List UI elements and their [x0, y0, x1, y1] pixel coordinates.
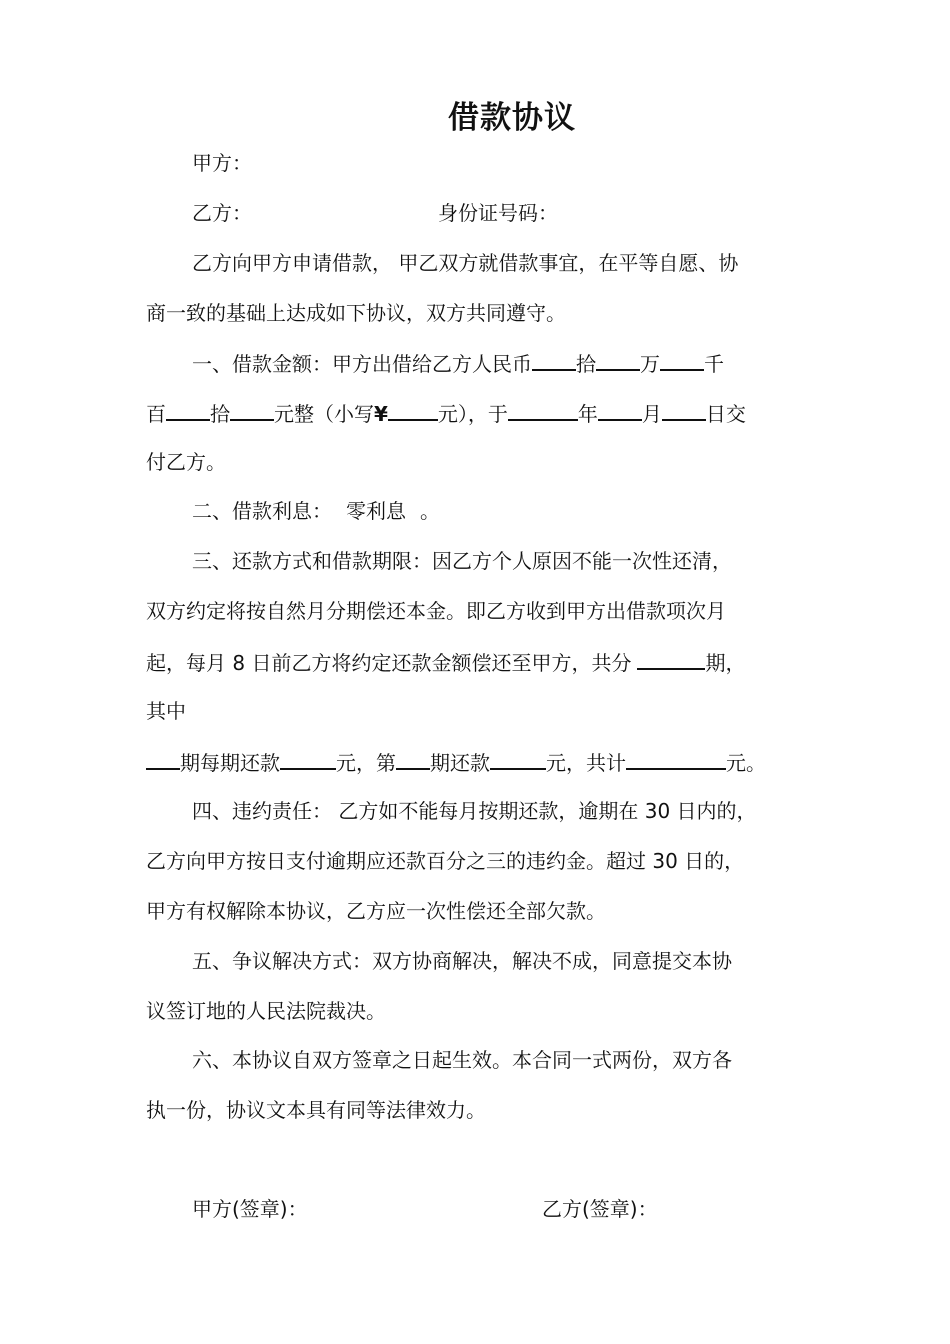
clause1-line-3: 付乙方。: [146, 450, 226, 474]
clause3-text-b: 元，第: [336, 751, 396, 775]
clause2-lead: 二、借款利息：: [192, 499, 332, 523]
unit-shi-wan: 拾: [576, 352, 596, 376]
blank-shi: [230, 399, 274, 421]
clause3-line-4: 其中: [146, 699, 186, 723]
clause1-line-1: [192, 349, 724, 377]
clause1-line-2: [146, 399, 746, 427]
blank-amount-b: [490, 748, 546, 770]
blank-bai: [166, 399, 210, 421]
blank-total: [626, 748, 726, 770]
clause3-text-d: 元，共计: [546, 751, 626, 775]
signature-party-b: 乙方(签章)：: [542, 1197, 658, 1221]
clause3-text-c: 期还款: [430, 751, 490, 775]
blank-wan: [596, 349, 640, 371]
blank-amount-a: [280, 748, 336, 770]
unit-month: 月: [641, 402, 662, 426]
clause3-line-2: 双方约定将按自然月分期偿还本金。即乙方收到甲方出借款项次月: [146, 599, 726, 623]
unit-yuan-zheng: 元整（小写: [274, 402, 374, 426]
yen-symbol: ¥: [374, 402, 388, 426]
clause2-end: 。: [420, 499, 440, 523]
clause3-text-a: 期每期还款: [180, 751, 280, 775]
blank-year: [508, 399, 578, 421]
unit-wan: 万: [640, 352, 660, 376]
clause5-line-2: 议签订地的人民法院裁决。: [146, 999, 386, 1023]
interest-value: 零利息: [346, 499, 406, 523]
clause2-line: [192, 498, 440, 524]
clause3-period-label: 期，: [705, 651, 746, 675]
document-title: 借款协议: [448, 100, 576, 136]
clause3-line-5: [146, 748, 766, 776]
clause6-line-1: 六、本协议自双方签章之日起生效。本合同一式两份，双方各: [192, 1048, 732, 1072]
clause3-line-3: [146, 648, 745, 676]
clause3-line-1: 三、还款方式和借款期限：因乙方个人原因不能一次性还清，: [192, 549, 732, 573]
clause1-lead: 一、借款金额：甲方出借给乙方人民币: [192, 352, 532, 376]
unit-yuan-close: 元），于: [437, 402, 508, 426]
clause6-line-2: 执一份，协议文本具有同等法律效力。: [146, 1098, 486, 1122]
blank-amount-small: [388, 399, 438, 421]
clause4-line-3: 甲方有权解除本协议，乙方应一次性偿还全部欠款。: [146, 899, 606, 923]
unit-qian: 千: [704, 352, 724, 376]
signature-party-a: 甲方(签章)：: [192, 1197, 308, 1221]
unit-bai: 百: [146, 402, 166, 426]
clause3-text-e: 元。: [726, 751, 766, 775]
blank-period-b: [396, 748, 430, 770]
blank-installments: [637, 648, 705, 670]
blank-month: [598, 399, 642, 421]
unit-year: 年: [577, 402, 598, 426]
unit-shi: 拾: [210, 402, 230, 426]
intro-line-2: 商一致的基础上达成如下协议，双方共同遵守。: [146, 301, 566, 325]
id-number-label: 身份证号码：: [438, 201, 558, 225]
blank-qian: [660, 349, 704, 371]
blank-day: [662, 399, 706, 421]
clause4-line-2: 乙方向甲方按日支付逾期应还款百分之三的违约金。超过 30 日的，: [146, 849, 745, 873]
blank-shi-wan: [532, 349, 576, 371]
party-b-label: 乙方：: [192, 201, 252, 225]
party-a-line: 甲方：: [192, 151, 252, 175]
unit-day: 日交: [705, 402, 746, 426]
clause4-line-1: 四、违约责任： 乙方如不能每月按期还款，逾期在 30 日内的，: [192, 799, 757, 823]
party-b-line: [192, 200, 558, 226]
clause3-line-3-text: 起，每月 8 日前乙方将约定还款金额偿还至甲方，共分: [146, 651, 632, 675]
blank-periods-a: [146, 748, 180, 770]
clause5-line-1: 五、争议解决方式：双方协商解决，解决不成，同意提交本协: [192, 949, 732, 973]
intro-line-1: 乙方向甲方申请借款， 甲乙双方就借款事宜，在平等自愿、协: [192, 251, 739, 275]
